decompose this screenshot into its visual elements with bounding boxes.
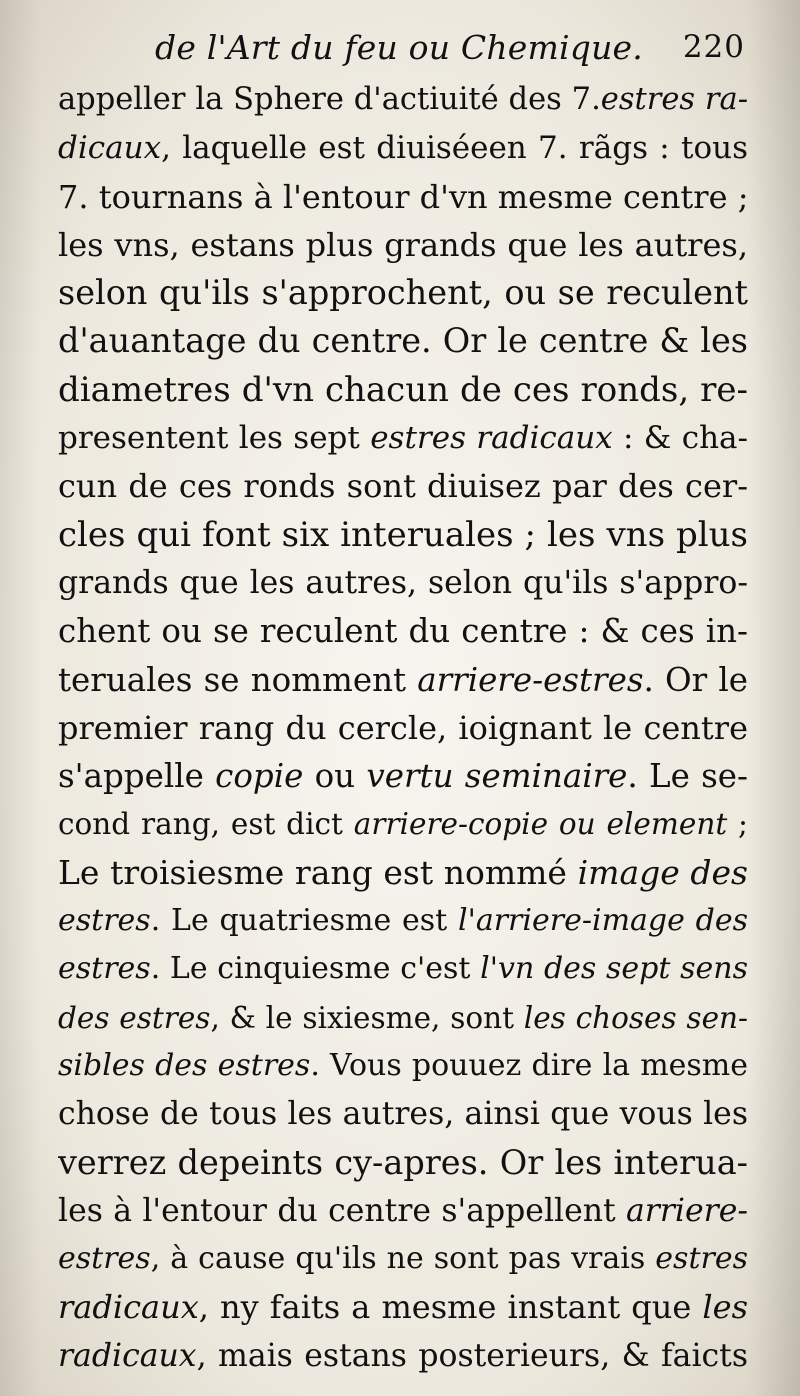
text-line — [58, 366, 748, 414]
text-segment: . Or le — [643, 660, 748, 699]
text-segment: teruales se nomment — [58, 660, 418, 699]
text-segment: les vns, estans plus grands que les autres, — [58, 225, 748, 264]
italic-text-segment: estres — [58, 1241, 151, 1277]
text-line — [58, 559, 748, 607]
text-segment: . Le cinquiesme c'est — [150, 951, 481, 987]
page-gutter-shadow — [748, 0, 800, 1396]
italic-text-segment: arriere-estres — [417, 660, 644, 699]
italic-text-segment: image des — [577, 852, 748, 892]
text-line — [58, 76, 748, 124]
text-line — [58, 173, 748, 221]
italic-text-segment: estres — [58, 903, 151, 939]
text-segment: , & le sixiesme, sont — [210, 1000, 524, 1035]
italic-text-segment: estres — [58, 951, 151, 987]
text-line — [58, 462, 748, 510]
text-line — [58, 897, 748, 945]
italic-text-segment: les — [702, 1288, 748, 1327]
text-segment: selon qu'ils s'approchent, ou se reculent — [58, 273, 748, 313]
italic-text-segment: dicaux — [58, 130, 162, 167]
text-line — [58, 124, 748, 172]
text-segment: , ny faits a mesme instant que — [198, 1288, 703, 1327]
text-line — [58, 1090, 748, 1138]
italic-text-segment: radicaux — [58, 1337, 197, 1374]
text-line — [58, 704, 748, 752]
text-segment: ; — [727, 807, 748, 842]
text-line — [58, 607, 748, 655]
text-segment: , mais estans posterieurs, & faicts — [196, 1337, 748, 1374]
text-line — [58, 945, 748, 993]
text-segment: s'appelle — [58, 757, 216, 796]
italic-text-segment: les choses sen- — [523, 1000, 748, 1035]
text-segment: verrez depeints cy-apres. Or les interua- — [58, 1142, 748, 1182]
text-line — [58, 800, 748, 848]
text-segment: chent ou se reculent du centre : & ces in- — [58, 612, 748, 651]
text-segment: Le troisiesme rang est nommé — [58, 852, 578, 892]
text-line — [58, 269, 748, 317]
text-segment: ou — [303, 757, 367, 796]
running-title: de l'Art du feu ou Chemique. — [155, 28, 643, 67]
text-line — [58, 1332, 748, 1380]
text-line — [58, 1042, 748, 1090]
text-segment: presentent les sept — [58, 420, 371, 457]
text-line — [58, 511, 748, 559]
text-line — [58, 752, 748, 800]
italic-text-segment: des estres — [58, 1000, 211, 1035]
text-segment: diametres d'vn chacun de ces ronds, re- — [58, 369, 748, 410]
text-segment: chose de tous les autres, ainsi que vous les — [58, 1096, 748, 1133]
text-line — [58, 1283, 748, 1331]
text-line — [58, 1187, 748, 1235]
italic-text-segment: estres ra- — [600, 82, 748, 117]
italic-text-segment: vertu seminaire — [366, 757, 628, 796]
text-segment: . Vous pouuez dire la mesme — [310, 1047, 748, 1083]
text-segment: premier rang du cercle, ioignant le centre — [58, 708, 748, 747]
text-segment: , laquelle est diuiséeen 7. rãgs : tous — [161, 130, 748, 167]
text-segment: appeller la Sphere d'actiuité des 7. — [58, 82, 601, 117]
italic-text-segment: arriere-copie ou element — [353, 807, 728, 842]
text-segment: cun de ces ronds sont diuisez par des cer- — [58, 467, 748, 506]
italic-text-segment: l'vn des sept sens — [480, 951, 748, 987]
text-segment: 7. tournans à l'entour d'vn mesme centre ; — [58, 177, 748, 216]
text-segment: grands que les autres, selon qu'ils s'appro- — [58, 564, 748, 601]
page-number: 220 — [682, 29, 745, 65]
text-line — [58, 414, 748, 462]
italic-text-segment: estres — [655, 1241, 748, 1277]
text-line — [58, 994, 748, 1042]
text-line — [58, 221, 748, 269]
body-text — [58, 76, 748, 1380]
italic-text-segment: sibles des estres — [58, 1047, 311, 1083]
text-line — [58, 849, 748, 897]
text-segment: . Le quatriesme est — [150, 903, 458, 939]
text-segment: , à cause qu'ils ne sont pas vrais — [150, 1241, 656, 1277]
italic-text-segment: arriere- — [626, 1192, 748, 1229]
italic-text-segment: l'arriere-image des — [457, 903, 748, 939]
text-line — [58, 656, 748, 704]
text-line — [58, 1139, 748, 1187]
text-segment: les à l'entour du centre s'appellent — [58, 1192, 627, 1229]
text-line — [58, 1235, 748, 1283]
page-header — [155, 20, 745, 78]
italic-text-segment: estres radicaux — [370, 420, 613, 457]
text-segment: cond rang, est dict — [58, 807, 354, 842]
text-segment: cles qui font six interuales ; les vns plus — [58, 514, 748, 555]
text-segment: d'auantage du centre. Or le centre & les — [58, 321, 748, 361]
page-edge-shadow — [0, 0, 40, 1396]
text-segment: . Le se- — [627, 757, 748, 796]
text-line — [58, 317, 748, 365]
italic-text-segment: radicaux — [58, 1288, 199, 1327]
italic-text-segment: copie — [215, 757, 304, 796]
text-segment: : & cha- — [612, 420, 748, 457]
